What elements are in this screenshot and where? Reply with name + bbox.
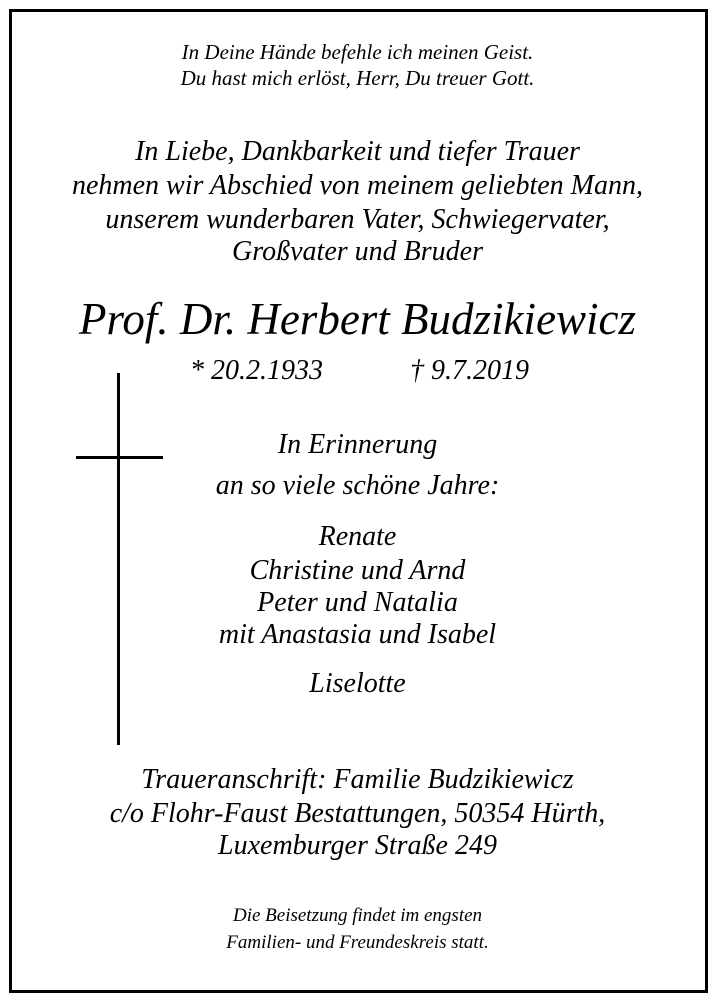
mourner-line-4: mit Anastasia und Isabel [218, 619, 497, 650]
motto-line-2: Du hast mich erlöst, Herr, Du treuer Gott. [180, 66, 535, 90]
intro-line-3: unserem wunderbaren Vater, Schwiegervater, [105, 204, 610, 235]
mourner-line-1: Renate [318, 521, 397, 552]
intro-line-1: In Liebe, Dankbarkeit und tiefer Trauer [135, 136, 580, 167]
remembrance-line-1: In Erinnerung [277, 429, 438, 460]
remembrance-line-2: an so viele schöne Jahre: [215, 470, 500, 501]
motto-line-1: In Deine Hände befehle ich meinen Geist. [181, 40, 534, 64]
mourner-line-2: Christine und Arnd [249, 555, 466, 586]
mourner-line-3: Peter und Natalia [257, 587, 458, 618]
intro-line-4: Großvater und Bruder [232, 236, 483, 267]
death-date: † 9.7.2019 [410, 355, 529, 386]
funeral-note-line-1: Die Beisetzung findet im engsten [232, 905, 483, 926]
mourner-extra: Liselotte [309, 668, 406, 699]
birth-date: * 20.2.1933 [190, 355, 323, 386]
deceased-name: Prof. Dr. Herbert Budzikiewicz [78, 294, 637, 344]
funeral-note-line-2: Familien- und Freundeskreis statt. [226, 932, 489, 953]
address-line-2: c/o Flohr-Faust Bestattungen, 50354 Hürth, [109, 798, 606, 829]
intro-line-2: nehmen wir Abschied von meinem geliebten Mann, [71, 170, 643, 201]
address-line-1: Traueranschrift: Familie Budzikiewicz [141, 764, 574, 795]
address-line-3: Luxemburger Straße 249 [218, 830, 497, 861]
